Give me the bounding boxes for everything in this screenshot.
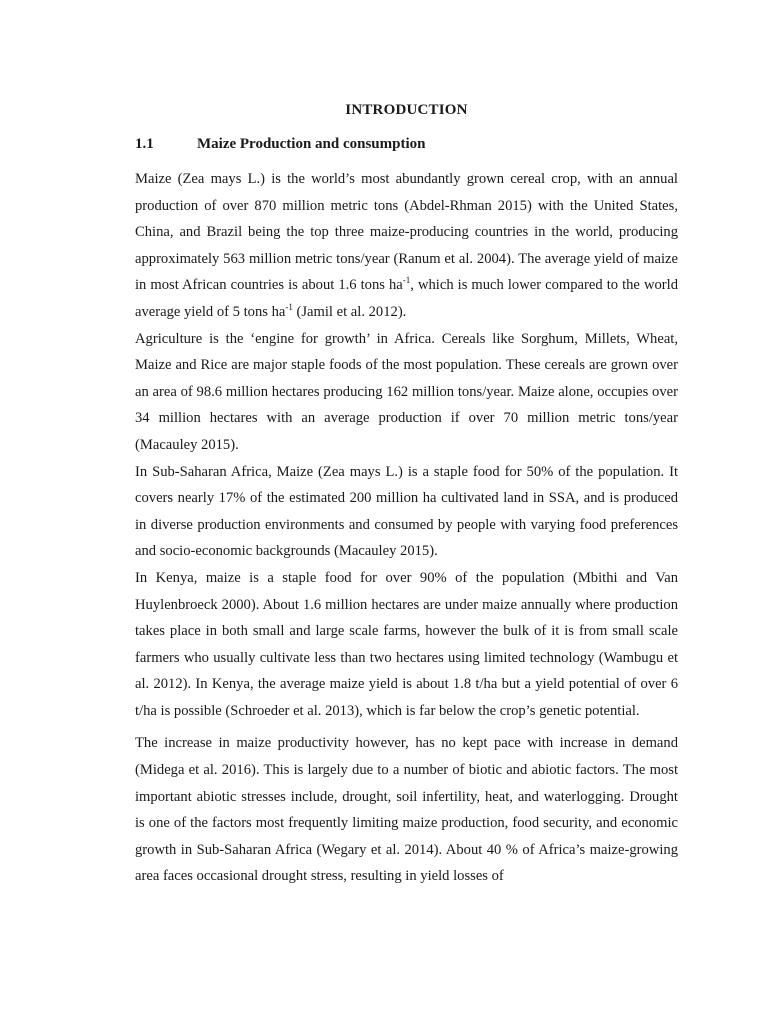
body-text xyxy=(135,166,678,890)
section-number: 1.1 xyxy=(135,136,154,152)
paragraph-maize-overview xyxy=(135,166,678,326)
section-title: Maize Production and consumption xyxy=(197,136,426,152)
paragraph-sub-saharan-africa: In Sub-Saharan Africa, Maize (Zea mays L.) is a staple food for 50% of the population. It covers nearly 17% of the estimated 200 million ha cultivated land in SSA, and is produced in diverse production environments and consumed by people with varying food preferences and socio-economic backgrounds (Macauley 2015). xyxy=(135,463,678,560)
document-title: INTRODUCTION xyxy=(345,102,468,118)
paragraph-text: Maize (Zea mays L.) is the world’s most abundantly grown cereal crop, with an annual production of over 870 million metric tons (Abdel-Rhman 2015) with the United States, China, and Brazil being the top three maize-producing countries in the world, producing approximately 563 million metric tons/year (Ranum et al. 2004). The average yield of maize in most African countries is about 1.6 tons ha xyxy=(135,171,678,294)
paragraph-kenya: In Kenya, maize is a staple food for over 90% of the population (Mbithi and Van Huylenbroeck 2000). About 1.6 million hectares are under maize annually where production takes place in both small and large scale farms, however the bulk of it is from small scale farmers who usually cultivate less than two hectares using limited technology (Wambugu et al. 2012). In Kenya, the average maize yield is about 1.8 t/ha but a yield potential of over 6 t/ha is possible (Schroeder et al. 2013), which is far below the crop’s genetic potential. xyxy=(135,569,678,719)
superscript: -1 xyxy=(402,275,411,286)
section-heading xyxy=(135,134,678,154)
superscript: -1 xyxy=(285,302,293,313)
paragraph-text: , which is much lower compared to the world average yield of 5 tons ha xyxy=(135,277,678,320)
paragraph-productivity: The increase in maize productivity however, has no kept pace with increase in demand (Midega et al. 2016). This is largely due to a number of biotic and abiotic factors. The most important abiotic stresses include, drought, soil infertility, heat, and waterlogging. Drought is one of the factors most frequently limiting maize production, food security, and economic growth in Sub-Saharan Africa (Wegary et al. 2014). About 40 % of Africa’s maize-growing area faces occasional drought stress, resulting in yield losses of xyxy=(135,735,678,885)
paragraph-agriculture-africa: Agriculture is the ‘engine for growth’ in Africa. Cereals like Sorghum, Millets, Wheat, Maize and Rice are major staple foods of the most population. These cereals are grown over an area of 98.6 million hectares producing 162 million tons/year. Maize alone, occupies over 34 million hectares with an average production if over 70 million metric tons/year (Macauley 2015). xyxy=(135,330,678,453)
paragraph-text: (Jamil et al. 2012). xyxy=(292,303,407,320)
